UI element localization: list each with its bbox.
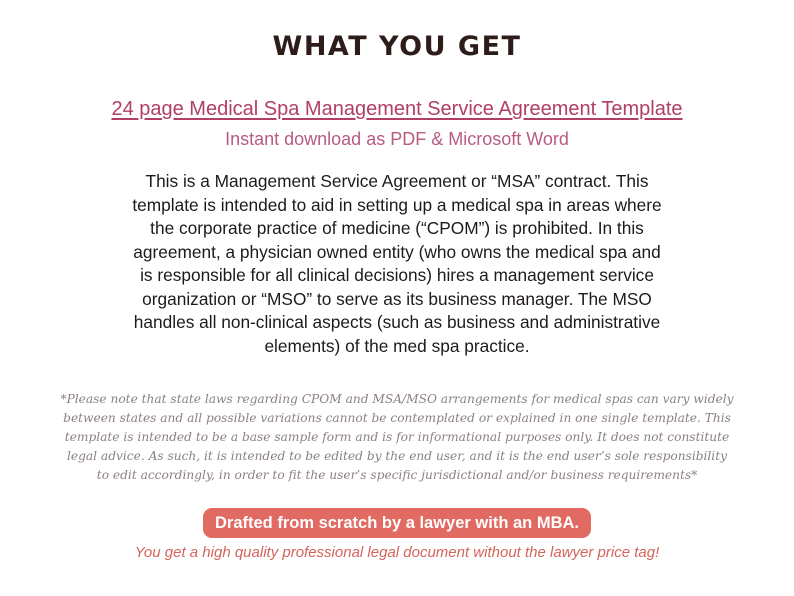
description-line: elements) of the med spa practice. (264, 335, 530, 356)
product-subtitle: Instant download as PDF & Microsoft Word (225, 129, 569, 149)
description-line: the corporate practice of medicine (“CPOM”) is prohibited. In this (150, 218, 644, 238)
disclaimer-line: legal advice. As such, it is intended to be edited by the end user, and it is the end user’s sole responsibility (66, 449, 727, 463)
disclaimer-line: *Please note that state laws regarding CPOM and MSA/MSO arrangements for medical spas can vary widely (60, 392, 734, 406)
badge-container (0, 508, 794, 538)
lawyer-badge: Drafted from scratch by a lawyer with an MBA. (203, 508, 591, 538)
description-paragraph (60, 170, 734, 358)
tagline: You get a high quality professional legal document without the lawyer price tag! (134, 544, 660, 561)
description-line: handles all non-clinical aspects (such as business and administrative (133, 312, 661, 332)
description-line: This is a Management Service Agreement or “MSA” contract. This (145, 171, 649, 191)
description-line: is responsible for all clinical decisions) hires a management service (140, 265, 654, 285)
description-line: organization or “MSO” to serve as its business manager. The MSO (142, 288, 652, 309)
disclaimer-line: template is intended to be a base sample form and is for informational purposes only. It does not constitute (64, 430, 730, 444)
product-title-container (0, 96, 794, 122)
description-line: template is intended to aid in setting up a medical spa in areas where (132, 194, 662, 215)
disclaimer-line: between states and all possible variations cannot be contemplated or explained in one single template. This (63, 411, 731, 425)
disclaimer-note (40, 390, 754, 485)
page-heading: WHAT YOU GET (272, 31, 522, 62)
product-title-link[interactable]: 24 page Medical Spa Management Service Agreement Template (111, 98, 683, 120)
description-line: agreement, a physician owned entity (who owns the medical spa and (133, 241, 661, 262)
disclaimer-line: to edit accordingly, in order to fit the user’s specific jurisdictional and/or business requirements* (96, 468, 698, 482)
